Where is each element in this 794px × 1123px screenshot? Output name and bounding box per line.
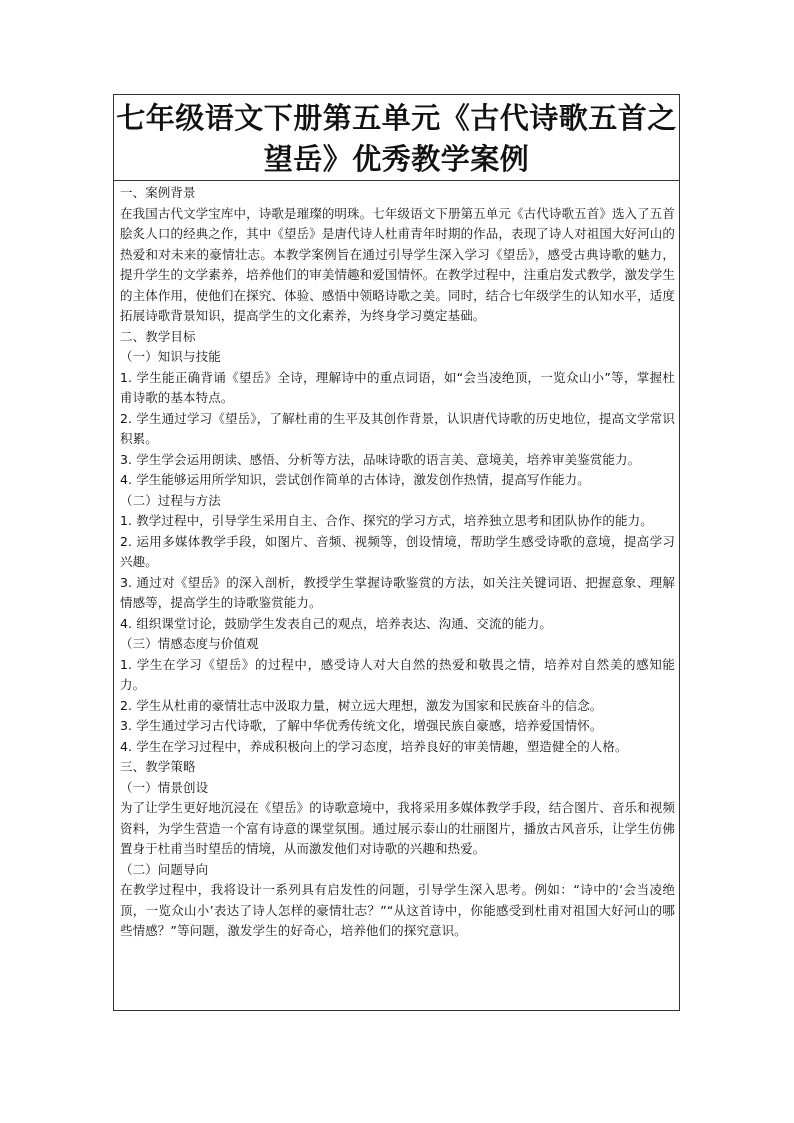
section-heading: 二、教学目标 (120, 328, 196, 344)
section-heading: 三、教学策略 (120, 759, 196, 774)
section-heading: （三）情感态度与价值观 (120, 636, 259, 651)
document-body (120, 183, 675, 942)
section-heading: 一、案例背景 (120, 185, 196, 200)
body-paragraph: 在我国古代文学宝库中，诗歌是璀璨的明珠。七年级语文下册第五单元《古代诗歌五首》选入了五首脍炙人口的经典之作，其中《望岳》是唐代诗人杜甫青年时期的作品，表现了诗人对祖国大好河山的热爱和对未来的豪情壮志。本教学案例旨在通过引导学生深入学习《望岳》，感受古典诗歌的魅力，提升学生的文学素养，培养他们的审美情趣和爱国情怀。在教学过程中，注重启发式教学，激发学生的主体作用，使他们在探究、体验、感悟中领略诗歌之美。同时，结合七年级学生的认知水平，适度拓展诗歌背景知识，提高学生的文化素养，为终身学习奠定基础。 (120, 205, 675, 323)
body-paragraph: 2. 学生从杜甫的豪情壮志中汲取力量，树立远大理想，激发为国家和民族奋斗的信念。 (120, 697, 603, 713)
title-line-1: 七年级语文下册第五单元《古代诗歌五首之 (116, 101, 677, 135)
section-heading: （二）过程与方法 (120, 492, 221, 508)
section-heading: （一）情景创设 (120, 779, 209, 795)
document-table (113, 94, 680, 1011)
section-heading: （二）问题导向 (120, 861, 209, 877)
body-paragraph: 在教学过程中，我将设计一系列具有启发性的问题，引导学生深入思考。例如：“诗中的‘会当凌绝顶，一览众山小’表达了诗人怎样的豪情壮志？”“从这首诗中，你能感受到杜甫对祖国大好河山的哪些情感？”等问题，激发学生的好奇心，培养他们的探究意识。 (120, 882, 675, 938)
body-paragraph: 1. 教学过程中，引导学生采用自主、合作、探究的学习方式，培养独立思考和团队协作的能力。 (120, 513, 653, 528)
body-paragraph: 4. 学生在学习过程中，养成积极向上的学习态度，培养良好的审美情趣，塑造健全的人格。 (120, 738, 628, 754)
body-paragraph: 2. 学生通过学习《望岳》，了解杜甫的生平及其创作背景，认识唐代诗歌的历史地位，提高文学常识积累。 (120, 410, 675, 446)
title-line-2: 望岳》优秀教学案例 (263, 142, 530, 176)
body-paragraph: 1. 学生在学习《望岳》的过程中，感受诗人对大自然的热爱和敬畏之情，培养对自然美的感知能力。 (120, 656, 675, 692)
body-paragraph: 4. 组织课堂讨论，鼓励学生发表自己的观点，培养表达、沟通、交流的能力。 (120, 615, 553, 631)
body-paragraph: 3. 学生通过学习古代诗歌，了解中华优秀传统文化，增强民族自豪感，培养爱国情怀。 (120, 718, 603, 733)
body-paragraph: 1. 学生能正确背诵《望岳》全诗，理解诗中的重点词语，如“会当凌绝顶，一览众山小”等，掌握杜甫诗歌的基本特点。 (120, 369, 675, 405)
body-paragraph: 4. 学生能够运用所学知识，尝试创作简单的古体诗，激发创作热情，提高写作能力。 (120, 472, 590, 487)
body-paragraph: 3. 学生学会运用朗读、感悟、分析等方法，品味诗歌的语言美、意境美，培养审美鉴赏能力。 (120, 451, 641, 467)
body-paragraph: 2. 运用多媒体教学手段，如图片、音频、视频等，创设情境，帮助学生感受诗歌的意境，提高学习兴趣。 (120, 533, 675, 569)
section-heading: （一）知识与技能 (120, 349, 221, 364)
body-paragraph: 3. 通过对《望岳》的深入剖析，教授学生掌握诗歌鉴赏的方法，如关注关键词语、把握意象、理解情感等，提高学生的诗歌鉴赏能力。 (120, 574, 675, 610)
document-title (114, 95, 679, 181)
body-paragraph: 为了让学生更好地沉浸在《望岳》的诗歌意境中，我将采用多媒体教学手段，结合图片、音乐和视频资料，为学生营造一个富有诗意的课堂氛围。通过展示泰山的壮丽图片，播放古风音乐，让学生仿佛置身于杜甫当时望岳的情境，从而激发他们对诗歌的兴趣和热爱。 (120, 800, 675, 856)
